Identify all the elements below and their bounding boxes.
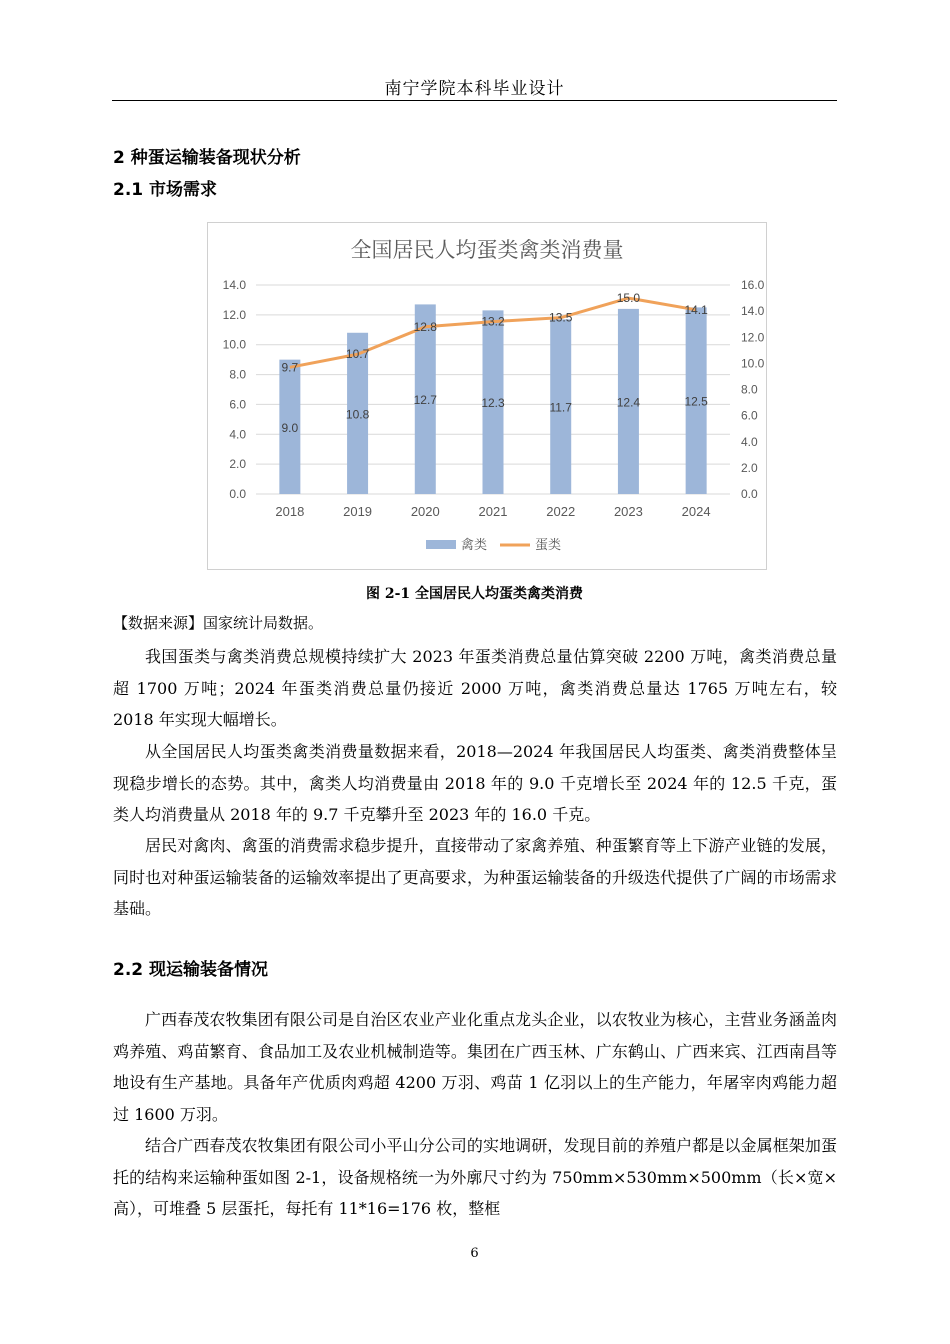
left-axis-tick-label: 4.0 — [229, 427, 246, 442]
left-axis-tick-label: 2.0 — [229, 457, 246, 472]
legend-label-eggs: 蛋类 — [535, 537, 562, 552]
header-rule — [112, 100, 837, 101]
line-data-label: 13.2 — [481, 314, 505, 329]
data-source-note: 【数据来源】国家统计局数据。 — [113, 614, 324, 632]
x-axis-tick-label: 2023 — [613, 504, 643, 519]
bar-data-label: 11.7 — [549, 400, 572, 415]
right-axis-tick-label: 10.0 — [741, 356, 765, 371]
line-data-label: 15.0 — [616, 291, 641, 306]
bar-data-label: 12.5 — [684, 394, 708, 409]
bar-data-label: 10.8 — [345, 407, 370, 422]
paragraph-per-capita-trend: 从全国居民人均蛋类禽类消费量数据来看，2018—2024 年我国居民人均蛋类、禽类消费整体呈现稳步增长的态势。其中，禽类人均消费量由 2018 年的 9.0 千克增长至 2024 年的 12.5 千克，蛋类人均消费量从 2018 年的 9.7 千克攀升至 2023 年的 16.0 千克。 — [113, 742, 837, 824]
paragraph-total-consumption: 我国蛋类与禽类消费总规模持续扩大 2023 年蛋类消费总量估算突破 2200 万吨，禽类消费总量超 1700 万吨；2024 年蛋类消费总量仍接近 2000 万吨，禽类消费总量达 1765 万吨左右，较 2018 年实现大幅增长。 — [113, 647, 837, 729]
x-axis-tick-label: 2024 — [681, 504, 711, 519]
consumption-chart — [208, 223, 766, 569]
bar-data-label: 12.4 — [616, 395, 641, 410]
line-data-label: 14.1 — [684, 302, 708, 317]
x-axis-tick-label: 2018 — [275, 504, 305, 519]
legend-swatch-poultry — [426, 540, 456, 549]
line-data-label: 13.5 — [549, 310, 573, 325]
bar-data-label: 12.7 — [413, 393, 437, 408]
line-data-label: 9.7 — [281, 360, 299, 375]
page-number: 6 — [470, 1246, 479, 1261]
subsection-heading-equipment: 2.2 现运输装备情况 — [113, 960, 269, 980]
right-axis-tick-label: 16.0 — [741, 278, 765, 292]
page-header: 南宁学院本科毕业设计 — [384, 79, 565, 99]
x-axis-tick-label: 2019 — [343, 504, 373, 519]
x-axis-tick-label: 2022 — [546, 504, 576, 519]
x-axis-tick-label: 2021 — [478, 504, 508, 519]
paragraph-field-survey: 结合广西春茂农牧集团有限公司小平山分公司的实地调研，发现目前的养殖户都是以金属框架加蛋托的结构来运输种蛋如图 2-1，设备规格统一为外廓尺寸约为 750mm×530mm×500mm（长×宽×高），可堆叠 5 层蛋托，每托有 11*16=176 枚，整框 — [113, 1136, 837, 1218]
right-axis-tick-label: 12.0 — [741, 330, 765, 345]
paragraph-demand-impact: 居民对禽肉、禽蛋的消费需求稳步提升，直接带动了家禽养殖、种蛋繁育等上下游产业链的发展，同时也对种蛋运输装备的运输效率提出了更高要求，为种蛋运输装备的升级迭代提供了广阔的市场需求基础。 — [113, 836, 837, 918]
chart-container — [207, 222, 767, 570]
figure-caption: 图 2-1 全国居民人均蛋类禽类消费 — [365, 586, 584, 602]
left-axis-tick-label: 6.0 — [229, 397, 246, 412]
line-data-label: 10.7 — [345, 347, 370, 362]
right-axis-tick-label: 2.0 — [741, 460, 758, 475]
left-axis-tick-label: 8.0 — [229, 367, 246, 382]
chart-title: 全国居民人均蛋类禽类消费量 — [350, 239, 624, 262]
legend-label-poultry: 禽类 — [461, 537, 488, 552]
left-axis-tick-label: 0.0 — [229, 487, 246, 501]
paragraph-company-intro: 广西春茂农牧集团有限公司是自治区农业产业化重点龙头企业，以农牧业为核心，主营业务涵盖肉鸡养殖、鸡苗繁育、食品加工及农业机械制造等。集团在广西玉林、广东鹤山、广西来宾、江西南昌等地设有生产基地。具备年产优质肉鸡超 4200 万羽、鸡苗 1 亿羽以上的生产能力，年屠宰肉鸡能力超过 1600 万羽。 — [113, 1010, 837, 1124]
bar-data-label: 9.0 — [281, 420, 299, 435]
right-axis-tick-label: 14.0 — [741, 304, 765, 319]
right-axis-tick-label: 6.0 — [741, 408, 758, 423]
subsection-heading-market: 2.1 市场需求 — [113, 180, 218, 200]
section-heading: 2 种蛋运输装备现状分析 — [113, 148, 301, 168]
right-axis-tick-label: 0.0 — [741, 487, 758, 501]
left-axis-tick-label: 12.0 — [222, 307, 246, 322]
bar-data-label: 12.3 — [481, 396, 505, 411]
x-axis-tick-label: 2020 — [410, 504, 440, 519]
right-axis-tick-label: 4.0 — [741, 434, 758, 449]
right-axis-tick-label: 8.0 — [741, 382, 758, 397]
left-axis-tick-label: 14.0 — [222, 278, 246, 292]
line-data-label: 12.8 — [413, 319, 437, 334]
left-axis-tick-label: 10.0 — [222, 337, 246, 352]
